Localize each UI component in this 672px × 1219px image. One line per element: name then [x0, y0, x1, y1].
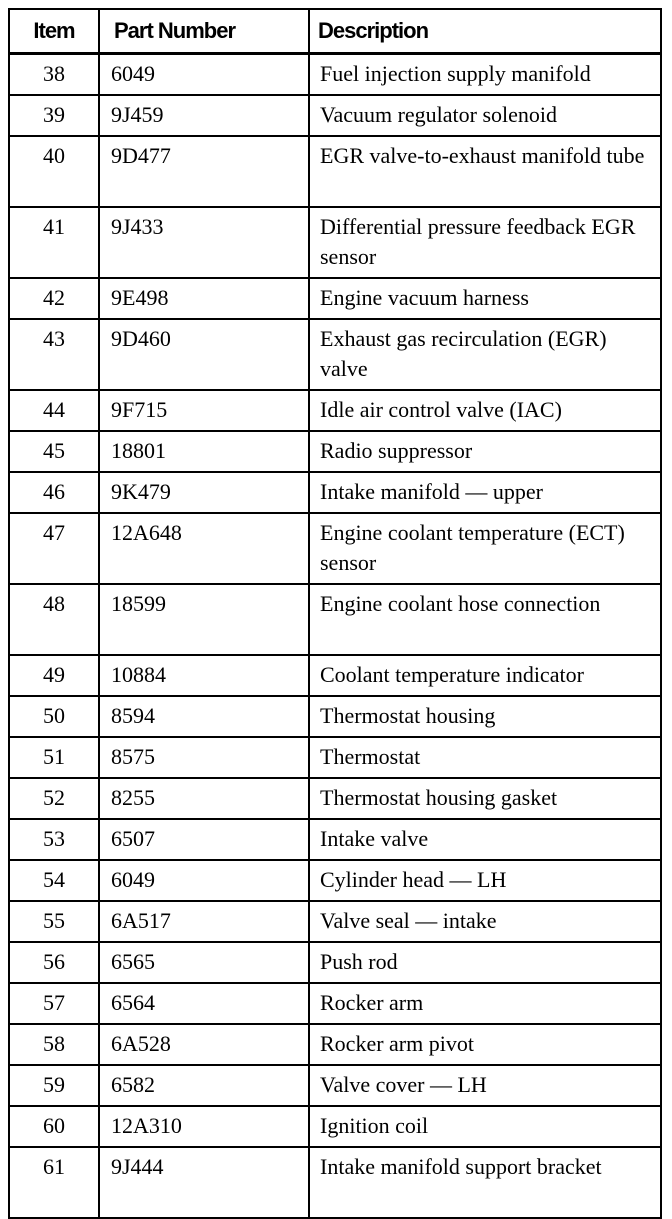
header-part-number: Part Number	[99, 9, 309, 54]
table-row	[9, 54, 661, 96]
part-number-cell: 8255	[99, 778, 309, 819]
item-cell: 47	[9, 513, 99, 584]
part-number-cell: 18599	[99, 584, 309, 655]
table-row	[9, 983, 661, 1024]
table-header-row	[9, 9, 661, 54]
part-number-cell: 9J433	[99, 207, 309, 278]
description-cell: Valve seal — intake	[309, 901, 661, 942]
table-row	[9, 513, 661, 584]
parts-table	[8, 8, 662, 1219]
table-row	[9, 1065, 661, 1106]
part-number-cell: 6582	[99, 1065, 309, 1106]
part-number-cell: 9D477	[99, 136, 309, 207]
description-cell: Intake manifold support bracket	[309, 1147, 661, 1218]
item-cell: 61	[9, 1147, 99, 1218]
header-item: Item	[9, 9, 99, 54]
description-cell: Vacuum regulator solenoid	[309, 95, 661, 136]
item-cell: 57	[9, 983, 99, 1024]
item-cell: 38	[9, 54, 99, 96]
description-cell: Engine coolant temperature (ECT) sensor	[309, 513, 661, 584]
item-cell: 39	[9, 95, 99, 136]
item-cell: 50	[9, 696, 99, 737]
description-cell: Rocker arm pivot	[309, 1024, 661, 1065]
item-cell: 40	[9, 136, 99, 207]
description-cell: Differential pressure feedback EGR sensor	[309, 207, 661, 278]
item-cell: 48	[9, 584, 99, 655]
part-number-cell: 8594	[99, 696, 309, 737]
part-number-cell: 12A648	[99, 513, 309, 584]
item-cell: 56	[9, 942, 99, 983]
item-cell: 46	[9, 472, 99, 513]
item-cell: 45	[9, 431, 99, 472]
description-cell: Idle air control valve (IAC)	[309, 390, 661, 431]
item-cell: 54	[9, 860, 99, 901]
item-cell: 44	[9, 390, 99, 431]
description-cell: Thermostat	[309, 737, 661, 778]
part-number-cell: 9D460	[99, 319, 309, 390]
part-number-cell: 9E498	[99, 278, 309, 319]
description-cell: Radio suppressor	[309, 431, 661, 472]
item-cell: 53	[9, 819, 99, 860]
table-row	[9, 778, 661, 819]
table-row	[9, 136, 661, 207]
part-number-cell: 6A528	[99, 1024, 309, 1065]
part-number-cell: 6049	[99, 54, 309, 96]
description-cell: Engine coolant hose connection	[309, 584, 661, 655]
item-cell: 42	[9, 278, 99, 319]
item-cell: 51	[9, 737, 99, 778]
part-number-cell: 9J459	[99, 95, 309, 136]
item-cell: 55	[9, 901, 99, 942]
part-number-cell: 9K479	[99, 472, 309, 513]
description-cell: Intake valve	[309, 819, 661, 860]
item-cell: 41	[9, 207, 99, 278]
part-number-cell: 6049	[99, 860, 309, 901]
item-cell: 58	[9, 1024, 99, 1065]
item-cell: 52	[9, 778, 99, 819]
part-number-cell: 8575	[99, 737, 309, 778]
table-row	[9, 901, 661, 942]
item-cell: 60	[9, 1106, 99, 1147]
table-row	[9, 319, 661, 390]
table-row	[9, 696, 661, 737]
part-number-cell: 18801	[99, 431, 309, 472]
part-number-cell: 10884	[99, 655, 309, 696]
table-row	[9, 95, 661, 136]
description-cell: Rocker arm	[309, 983, 661, 1024]
part-number-cell: 6A517	[99, 901, 309, 942]
table-row	[9, 278, 661, 319]
table-row	[9, 472, 661, 513]
description-cell: Exhaust gas recirculation (EGR) valve	[309, 319, 661, 390]
description-cell: EGR valve-to-exhaust manifold tube	[309, 136, 661, 207]
part-number-cell: 9F715	[99, 390, 309, 431]
header-description: Description	[309, 9, 661, 54]
item-cell: 49	[9, 655, 99, 696]
description-cell: Push rod	[309, 942, 661, 983]
table-row	[9, 1147, 661, 1218]
table-row	[9, 942, 661, 983]
description-cell: Ignition coil	[309, 1106, 661, 1147]
part-number-cell: 12A310	[99, 1106, 309, 1147]
table-row	[9, 1106, 661, 1147]
description-cell: Thermostat housing	[309, 696, 661, 737]
description-cell: Cylinder head — LH	[309, 860, 661, 901]
description-cell: Fuel injection supply manifold	[309, 54, 661, 96]
table-row	[9, 819, 661, 860]
table-row	[9, 1024, 661, 1065]
part-number-cell: 9J444	[99, 1147, 309, 1218]
table-row	[9, 860, 661, 901]
table-row	[9, 431, 661, 472]
parts-table-page	[8, 8, 660, 1204]
table-row	[9, 584, 661, 655]
table-row	[9, 655, 661, 696]
item-cell: 59	[9, 1065, 99, 1106]
table-row	[9, 737, 661, 778]
part-number-cell: 6565	[99, 942, 309, 983]
description-cell: Valve cover — LH	[309, 1065, 661, 1106]
table-row	[9, 390, 661, 431]
description-cell: Engine vacuum harness	[309, 278, 661, 319]
item-cell: 43	[9, 319, 99, 390]
description-cell: Intake manifold — upper	[309, 472, 661, 513]
part-number-cell: 6507	[99, 819, 309, 860]
part-number-cell: 6564	[99, 983, 309, 1024]
description-cell: Thermostat housing gasket	[309, 778, 661, 819]
table-row	[9, 207, 661, 278]
description-cell: Coolant temperature indicator	[309, 655, 661, 696]
